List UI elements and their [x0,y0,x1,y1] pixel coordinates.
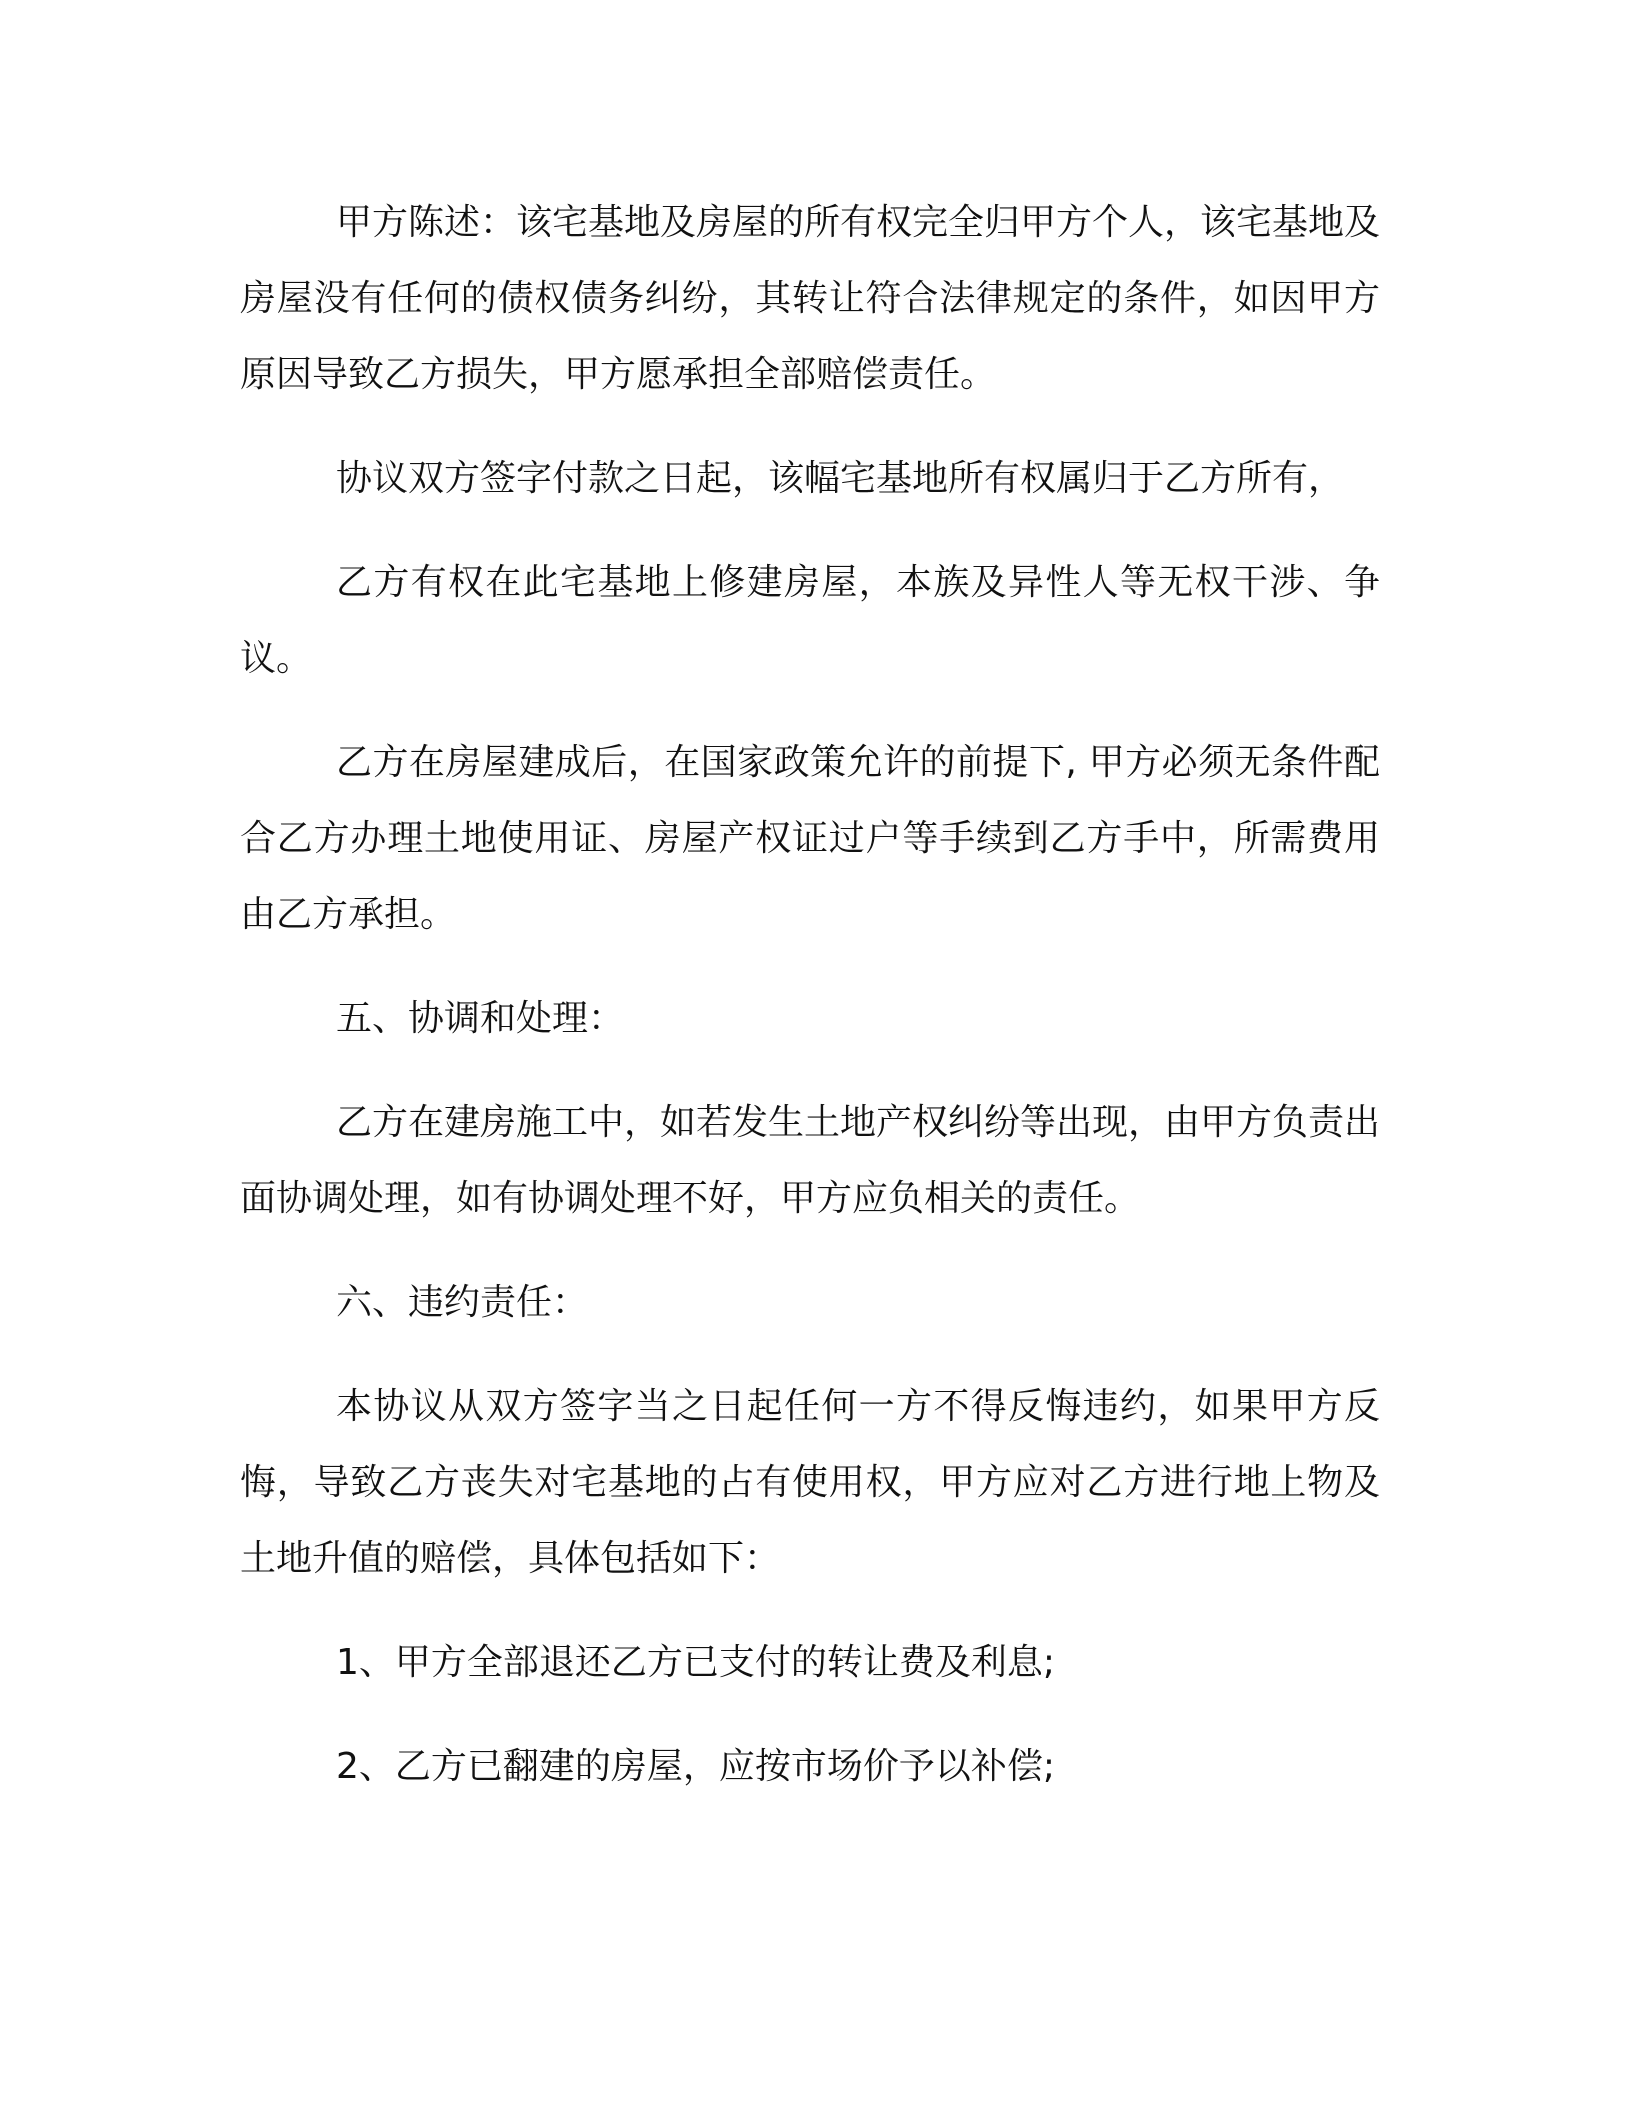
paragraph-build-right: 乙方有权在此宅基地上修建房屋，本族及异性人等无权干涉、争议。 [240,562,1380,679]
paragraph-gap [240,1341,1380,1369]
paragraph-gap [240,1237,1380,1265]
section-heading-coordination: 五、协调和处理： [336,998,625,1039]
document-body [240,185,1380,1805]
list-item-house-compensation: 2、乙方已翻建的房屋，应按市场价予以补偿; [336,1746,1056,1787]
paragraph-gap [240,1597,1380,1625]
list-item-refund: 1、甲方全部退还乙方已支付的转让费及利息; [336,1642,1056,1683]
paragraph-gap [240,517,1380,545]
paragraph-gap [240,1057,1380,1085]
paragraph-gap [240,413,1380,441]
paragraph-breach: 本协议从双方签字当之日起任何一方不得反悔违约，如果甲方反悔，导致乙方丧失对宅基地的占有使用权，甲方应对乙方进行地上物及土地升值的赔偿，具体包括如下： [240,1386,1380,1579]
paragraph-gap [240,697,1380,725]
paragraph-gap [240,1701,1380,1729]
paragraph-coordination: 乙方在建房施工中，如若发生土地产权纠纷等出现，由甲方负责出面协调处理，如有协调处理不好，甲方应负相关的责任。 [240,1102,1381,1219]
paragraph-party-a-statement: 甲方陈述：该宅基地及房屋的所有权完全归甲方个人，该宅基地及房屋没有任何的债权债务纠纷，其转让符合法律规定的条件，如因甲方原因导致乙方损失，甲方愿承担全部赔偿责任。 [240,202,1381,395]
paragraph-ownership-transfer: 协议双方签字付款之日起，该幅宅基地所有权属归于乙方所有， [336,458,1345,499]
paragraph-certificate-transfer: 乙方在房屋建成后，在国家政策允许的前提下, 甲方必须无条件配合乙方办理土地使用证、房屋产权证过户等手续到乙方手中，所需费用由乙方承担。 [240,742,1380,935]
section-heading-breach: 六、违约责任： [336,1282,589,1323]
paragraph-gap [240,953,1380,981]
